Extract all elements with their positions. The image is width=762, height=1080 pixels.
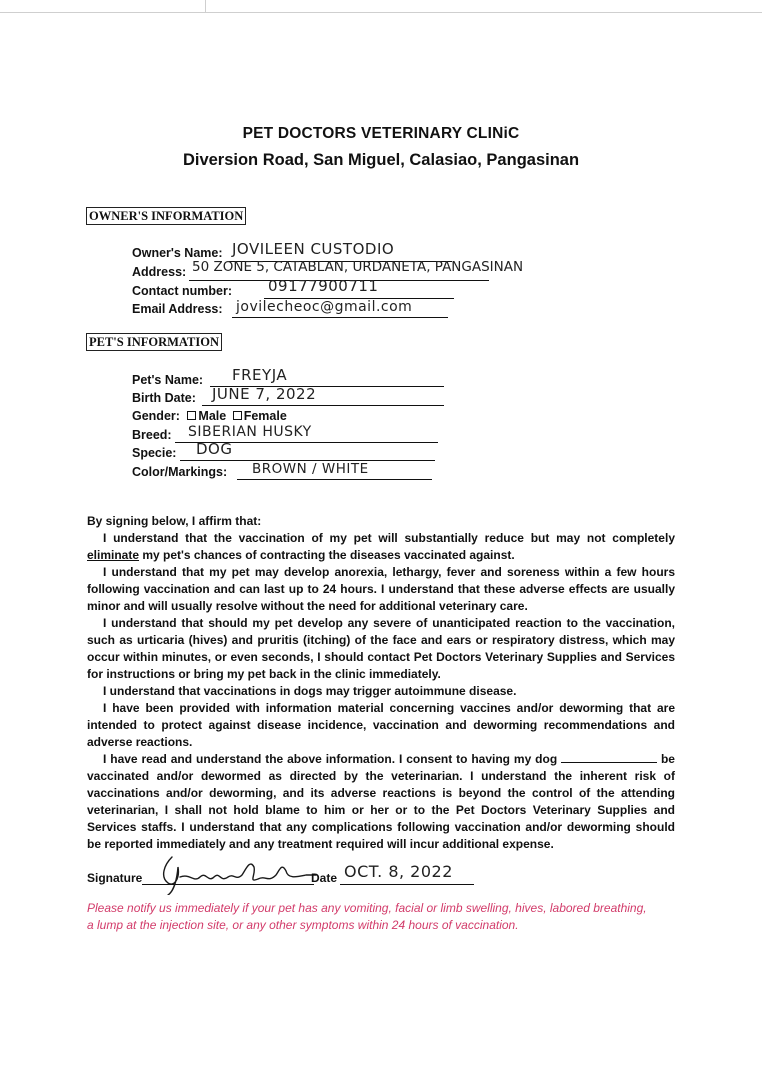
- scan-edge-mark: [205, 0, 206, 12]
- birth-date-label: Birth Date:: [132, 391, 196, 405]
- clinic-address: Diversion Road, San Miguel, Calasiao, Pangasinan: [182, 151, 580, 169]
- aftercare-notice: Please notify us immediately if your pet has any vomiting, facial or limb swelling, hives, labored breathing, a lump at the injection site, or any other symptoms within 24 hours of vaccination.: [87, 901, 647, 932]
- gender-field: [132, 408, 287, 424]
- consent-paragraph-6: [87, 751, 675, 853]
- specie-label: Specie:: [132, 446, 177, 460]
- breed-value: SIBERIAN HUSKY: [188, 424, 312, 440]
- consent-p2-text: I understand that my pet may develop anorexia, lethargy, fever and soreness within a few hours following vaccination and can last up to 24 hours. I understand that these adverse effects are usually minor and will usually resolve without the need for additional veterinary care.: [87, 565, 675, 613]
- birth-date-value: JUNE 7, 2022: [212, 385, 317, 403]
- owner-name-label: Owner's Name:: [132, 246, 223, 260]
- pet-name-value: FREYJA: [232, 366, 288, 384]
- date-label: Date: [311, 871, 338, 885]
- scan-edge-line: [0, 12, 762, 13]
- pet-section-heading: PET'S INFORMATION: [86, 333, 222, 351]
- consent-paragraph-1: [87, 530, 675, 564]
- birth-date-line: [202, 405, 444, 406]
- consent-p5-text: I have been provided with information material concerning vaccines and/or deworming that are intended to protect against disease incidence, vaccination and deworming recommendations and adverse reactions.: [87, 701, 675, 749]
- breed-label: Breed:: [132, 428, 172, 442]
- consent-p4-text: I understand that vaccinations in dogs may trigger autoimmune disease.: [103, 684, 517, 698]
- gender-female-checkbox[interactable]: [233, 411, 242, 420]
- consent-paragraph-5: [87, 700, 675, 751]
- consent-paragraph-3: [87, 615, 675, 683]
- color-markings-line: [237, 479, 432, 480]
- specie-value: DOG: [196, 440, 233, 458]
- consent-p1-text-b: my pet's chances of contracting the diseases vaccinated against.: [142, 548, 515, 562]
- consent-p1-text-a: I understand that the vaccination of my pet will substantially reduce but may not completely: [103, 531, 675, 545]
- owner-name-value: JOVILEEN CUSTODIO: [232, 240, 395, 258]
- consent-paragraph-4: [87, 683, 675, 700]
- dog-name-blank: [561, 752, 657, 763]
- clinic-name: PET DOCTORS VETERINARY CLINiC: [242, 125, 520, 142]
- handwritten-signature: [150, 853, 320, 895]
- date-value: OCT. 8, 2022: [344, 862, 453, 881]
- contact-number-value: 09177900711: [268, 277, 379, 295]
- gender-label: Gender:: [132, 409, 180, 423]
- owner-section-heading: OWNER'S INFORMATION: [86, 207, 246, 225]
- owner-address-value: 50 ZONE 5, CATABLAN, URDANETA, PANGASINAN: [192, 259, 524, 275]
- consent-p3-text: I understand that should my pet develop any severe of unanticipated reaction to the vaccination, such as urticaria (hives) and pruritis (itching) of the face and ears or respiratory distress, which may occur within minutes, or even seconds, I should contact Pet Doctors Veterinary Supplies and Services for instructions or bring my pet back in the clinic immediately.: [87, 616, 675, 681]
- date-line: [340, 884, 474, 885]
- contact-number-label: Contact number:: [132, 284, 232, 298]
- email-address-line: [232, 317, 448, 318]
- consent-p6-text-b: be vaccinated and/or dewormed as directed by the veterinarian. I understand the inherent risk of vaccinations and/or deworming, and its adverse reactions is beyond the control of the attending veterinarian, I shall not hold blame to him or her or to the Pet Doctors Veterinary Supplies and Services staffs. I understand that any complications following vaccination and/or deworming should be reported immediately and any treatment required will incur additional expense.: [87, 752, 675, 851]
- color-markings-label: Color/Markings:: [132, 465, 228, 479]
- signature-label: Signature: [87, 871, 143, 885]
- consent-p6-text-a: I have read and understand the above information. I consent to having my dog: [103, 752, 558, 766]
- pet-name-label: Pet's Name:: [132, 373, 204, 387]
- gender-male-checkbox[interactable]: [187, 411, 196, 420]
- gender-male-label: Male: [198, 409, 227, 423]
- owner-address-label: Address:: [132, 265, 187, 279]
- consent-paragraph-2: [87, 564, 675, 615]
- consent-p1-underlined: eliminate: [87, 548, 140, 562]
- consent-intro: By signing below, I affirm that:: [87, 514, 262, 528]
- email-address-label: Email Address:: [132, 302, 223, 316]
- color-markings-value: BROWN / WHITE: [252, 461, 369, 477]
- email-address-value: jovilecheoc@gmail.com: [236, 299, 413, 315]
- gender-female-label: Female: [243, 409, 287, 423]
